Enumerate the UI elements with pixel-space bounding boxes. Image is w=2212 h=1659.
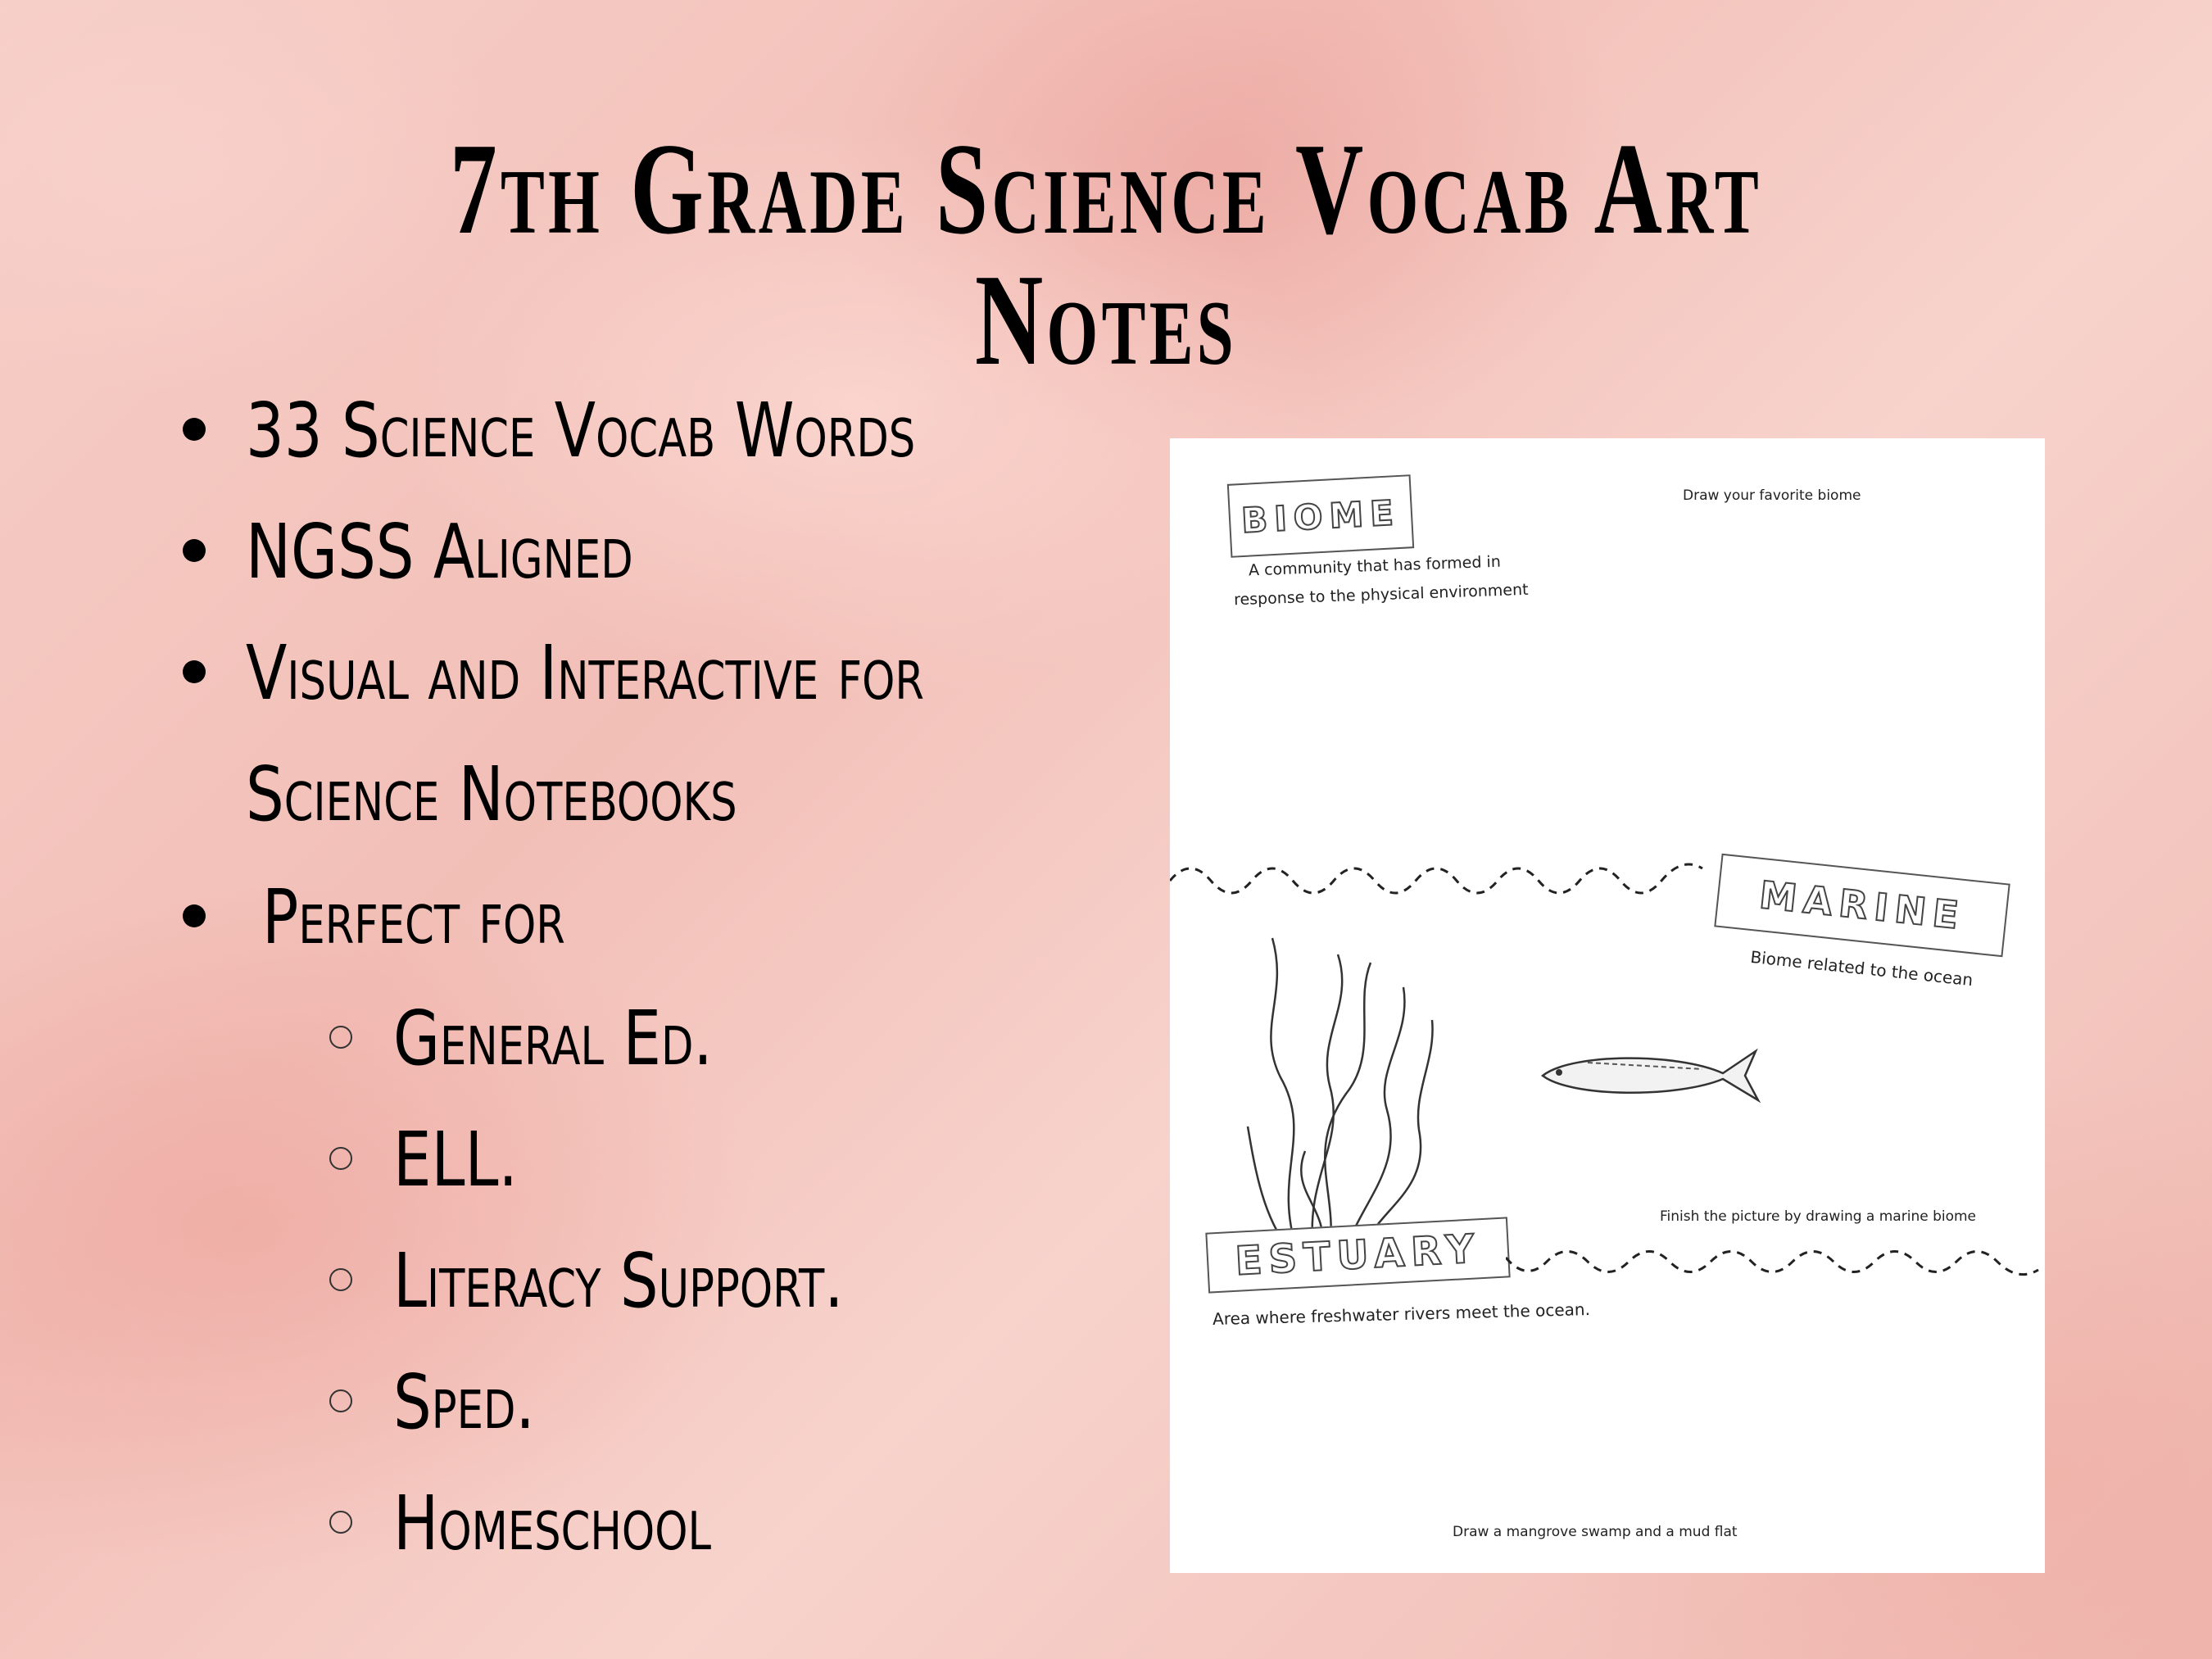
bullet-visual-interactive: Visual and Interactive for (246, 629, 924, 717)
biome-word-box (1227, 474, 1414, 558)
sub-bullet-ring-icon (329, 1026, 352, 1049)
estuary-definition: Area where freshwater rivers meet the ocean. (1212, 1299, 1591, 1330)
sub-bullet-homeschool: Homeschool (393, 1480, 712, 1567)
sub-bullet-general-ed: General Ed. (393, 995, 713, 1082)
bullet-perfect-for: Perfect for (262, 873, 565, 961)
estuary-prompt: Draw a mangrove swamp and a mud flat (1453, 1524, 1738, 1540)
estuary-word: ESTUARY (1234, 1226, 1482, 1285)
page-title: 7th Grade Science Vocab Art Notes (450, 116, 1762, 392)
sub-bullet-sped: Sped. (393, 1358, 535, 1446)
sub-bullet-ring-icon (329, 1511, 352, 1534)
fish-illustration-icon (1539, 1045, 1764, 1106)
dashed-wave-divider (1170, 852, 1711, 901)
bullet-dot-icon (183, 539, 206, 562)
sub-bullet-ring-icon (329, 1268, 352, 1291)
bullet-dot-icon (183, 418, 206, 441)
biome-definition-line1: A community that has formed in (1248, 552, 1502, 580)
bullet-vocab-words: 33 Science Vocab Words (246, 387, 916, 474)
dashed-wave-divider (1506, 1241, 2045, 1290)
marine-word: MARINE (1756, 872, 1968, 939)
marine-definition: Biome related to the ocean (1749, 946, 1974, 990)
marine-prompt: Finish the picture by drawing a marine biome (1660, 1208, 1977, 1225)
bullet-dot-icon (183, 660, 206, 683)
biome-word: BIOME (1240, 492, 1402, 541)
sub-bullet-ring-icon (329, 1389, 352, 1412)
bullet-ngss: NGSS Aligned (246, 508, 633, 596)
marine-word-box (1714, 854, 2010, 958)
sub-bullet-literacy: Literacy Support. (393, 1237, 844, 1325)
biome-definition-line2: response to the physical environment (1233, 580, 1529, 610)
bullet-visual-interactive-cont: Science Notebooks (246, 750, 737, 838)
worksheet-preview (1170, 438, 2045, 1573)
sub-bullet-ell: ELL. (393, 1116, 518, 1203)
biome-prompt: Draw your favorite biome (1683, 487, 1861, 504)
bullet-dot-icon (183, 904, 206, 927)
sub-bullet-ring-icon (329, 1147, 352, 1170)
kelp-illustration-icon (1240, 930, 1444, 1258)
